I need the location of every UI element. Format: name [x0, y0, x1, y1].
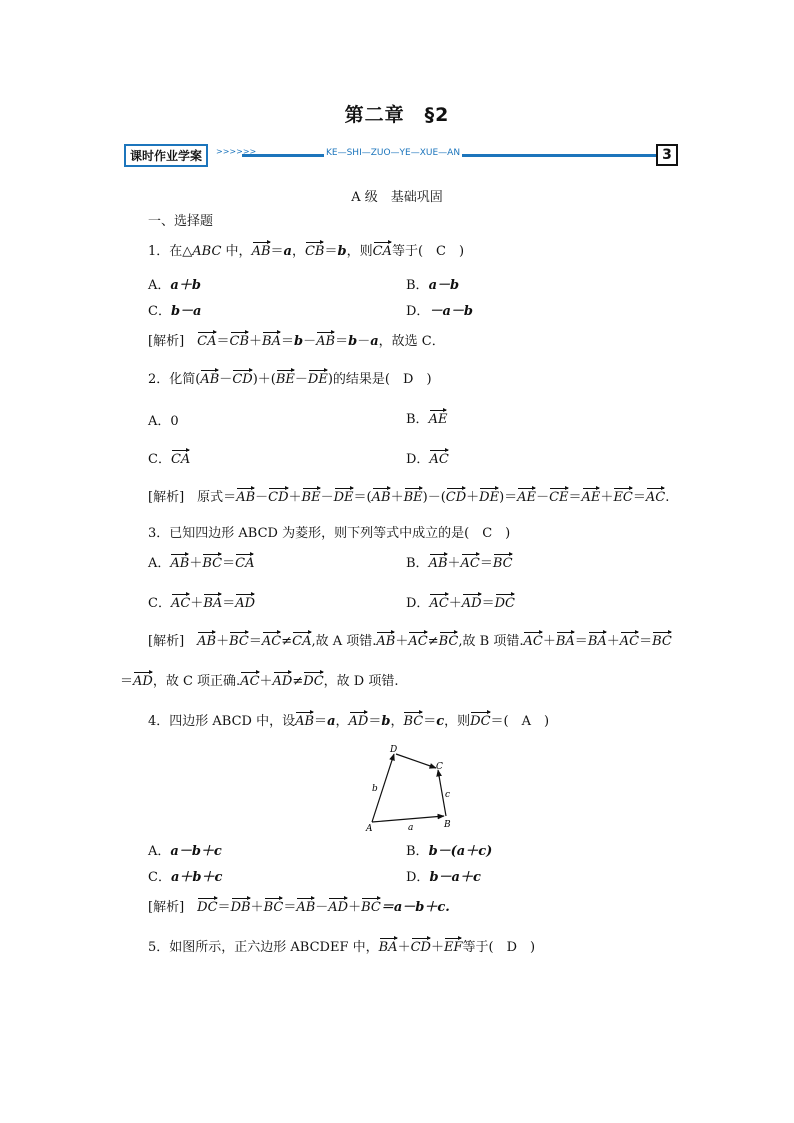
- q1-option-b: B．a－b: [406, 278, 460, 293]
- q3-option-b: B．AB＋AC＝BC: [406, 552, 513, 571]
- vector-ab: [372, 816, 444, 822]
- section-banner: [124, 144, 680, 168]
- banner-number: 3: [656, 144, 678, 166]
- q3-analysis-cont: ＝AD，故 C 项正确.AC＋AD≠DC，故 D 项错.: [120, 670, 398, 689]
- question-3: 3．已知四边形 ABCD 为菱形，则下列等式中成立的是( C ): [148, 526, 511, 541]
- q1-option-c: C．b－a: [148, 304, 202, 319]
- q4-option-d: D．b－a＋c: [406, 870, 481, 885]
- q2-analysis: [解析] 原式＝AB－CD＋BE－DE＝(AB＋BE)－(CD＋DE)＝AE－CE＝AE＋EC＝AC.: [148, 486, 669, 505]
- q3-option-d: D．AC＋AD＝DC: [406, 592, 515, 611]
- label-b: B: [444, 820, 451, 830]
- answer-2: D: [403, 372, 414, 387]
- q1-analysis: [解析] CA＝CB＋BA＝b－AB＝b－a，故选 C．: [148, 330, 445, 349]
- q3-analysis: [解析] AB＋BC＝AC≠CA,故 A 项错.AB＋AC≠BC,故 B 项错.AC＋BA＝BA＋AC＝BC: [148, 630, 672, 649]
- q4-option-b: B．b－(a＋c): [406, 844, 493, 859]
- level-heading: A 级 基础巩固: [351, 190, 443, 205]
- question-4: 4．四边形 ABCD 中，设AB＝a，AD＝b，BC＝c，则DC＝( A ): [148, 710, 549, 729]
- q2-option-b: B．AE: [406, 408, 447, 427]
- q4-option-a: A．a－b＋c: [148, 844, 222, 859]
- q2-option-d: D．AC: [406, 448, 449, 467]
- label-a: A: [366, 824, 373, 834]
- question-5: 5．如图所示，正六边形 ABCDEF 中，BA＋CD＋EF等于( D ): [148, 936, 535, 955]
- answer-3: C: [482, 526, 493, 541]
- q2-option-a: A．0: [148, 414, 179, 429]
- q4-option-c: C．a＋b＋c: [148, 870, 223, 885]
- quadrilateral-figure: [360, 742, 470, 834]
- label-vec-a: a: [408, 823, 414, 833]
- q3-option-a: A．AB＋BC＝CA: [148, 552, 254, 571]
- label-c: C: [436, 762, 443, 772]
- question-2: 2．化简(AB－CD)＋(BE－DE)的结果是( D ): [148, 368, 432, 387]
- q4-analysis: [解析] DC＝DB＋BC＝AB－AD＋BC＝a－b＋c.: [148, 896, 450, 915]
- q2-option-c: C．CA: [148, 448, 190, 467]
- banner-pinyin: KE—SHI—ZUO—YE—XUE—AN: [326, 148, 461, 158]
- banner-arrows: >>>>>>: [216, 147, 257, 156]
- question-1: 1．在△ABC 中，AB＝a，CB＝b，则CA等于( C ): [148, 240, 464, 259]
- label-d: D: [390, 745, 398, 755]
- answer-5: D: [506, 940, 518, 955]
- q3-option-c: C．AC＋BA＝AD: [148, 592, 255, 611]
- label-vec-b: b: [372, 784, 378, 794]
- banner-label: 课时作业学案: [124, 144, 208, 167]
- q1-option-d: D．－a－b: [406, 304, 473, 319]
- vector-dc: [396, 754, 436, 768]
- section-heading: 一、选择题: [148, 214, 214, 229]
- q1-option-a: A．a＋b: [148, 278, 201, 293]
- label-vec-c: c: [445, 790, 451, 800]
- answer-1: C: [436, 244, 446, 259]
- page-title: 第二章 §2: [344, 104, 450, 126]
- answer-4: A: [521, 714, 531, 729]
